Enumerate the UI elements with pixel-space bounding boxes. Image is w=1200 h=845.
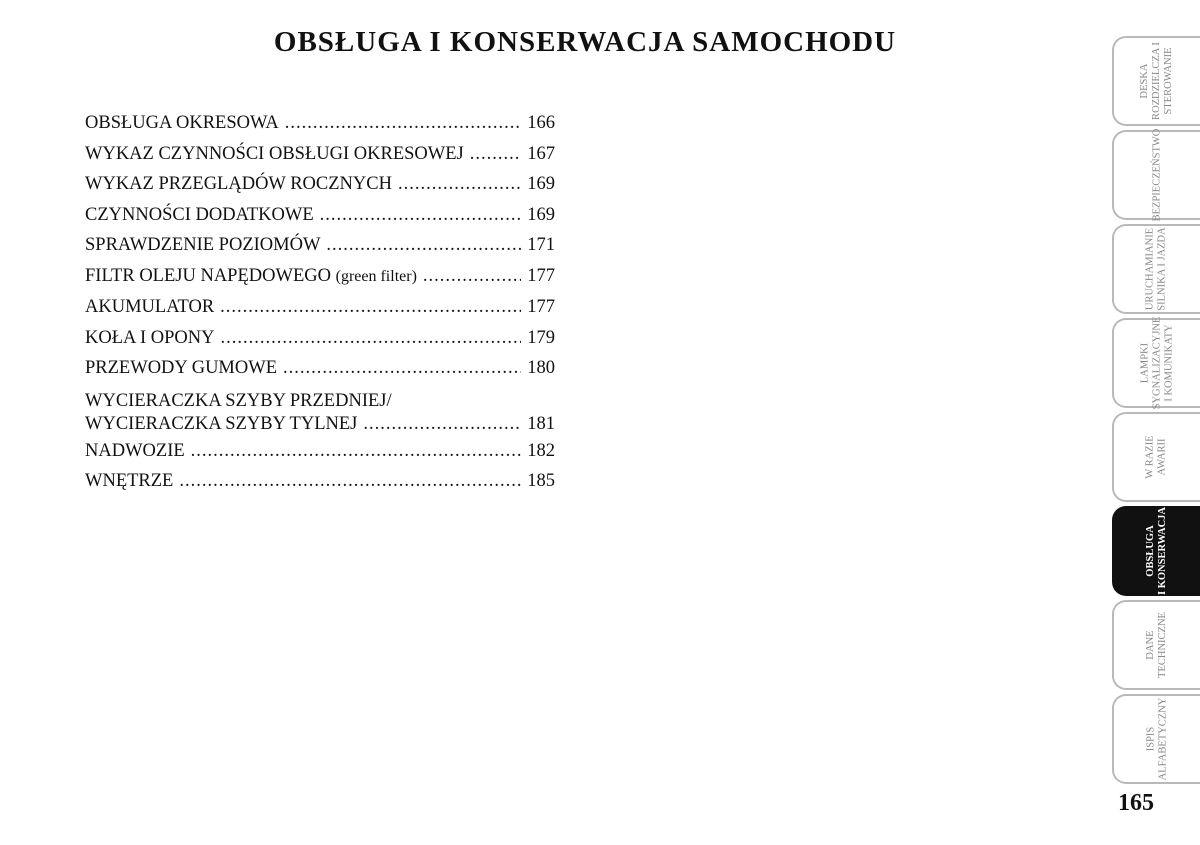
toc-entry[interactable] — [85, 200, 555, 231]
toc-entry-label: NADWOZIE — [85, 440, 185, 461]
toc-entry[interactable] — [85, 169, 555, 200]
tab-label-line: I KOMUNIKATY — [1163, 324, 1174, 402]
tab-obsluga-konserwacja[interactable] — [1112, 506, 1200, 596]
toc-entry-label: CZYNNOŚCI DODATKOWE — [85, 204, 314, 225]
toc-entry[interactable] — [85, 436, 555, 467]
tab-uruchamianie[interactable] — [1112, 224, 1200, 314]
toc-entry[interactable] — [85, 323, 555, 354]
toc-entry-page: 171 — [527, 235, 555, 255]
tab-label-line: URUCHAMIANIE — [1144, 227, 1156, 311]
toc-entry-label: KOŁA I OPONY — [85, 327, 215, 348]
tab-label — [1151, 129, 1163, 222]
tab-label-line: OBSŁUGA — [1145, 525, 1156, 577]
toc-leader-dots — [220, 292, 521, 323]
tab-label-line: STEROWANIE — [1163, 47, 1174, 115]
toc-entry-label: WNĘTRZE — [85, 471, 174, 491]
toc-entry-label: OBSŁUGA OKRESOWA — [85, 113, 279, 133]
toc-leader-dots — [326, 230, 521, 261]
tab-label-line: AWARII — [1156, 438, 1168, 476]
toc-entry-label: WYKAZ CZYNNOŚCI OBSŁUGI OKRESOWEJ — [85, 143, 464, 164]
tab-label — [1145, 612, 1169, 678]
tab-w-razie-awarii[interactable] — [1112, 412, 1200, 502]
tab-label-line: ISPIS — [1144, 726, 1156, 752]
toc-entry-page: 181 — [527, 413, 555, 434]
table-of-contents — [85, 108, 555, 497]
toc-entry-label-main: FILTR OLEJU NAPĘDOWEGO — [85, 265, 331, 286]
tab-label — [1145, 227, 1169, 310]
toc-leader-dots — [283, 353, 521, 384]
tab-label-line: SILNIKA I JAZDA — [1156, 227, 1168, 311]
tab-label-line: BEZPIECZEŃSTWO — [1151, 128, 1162, 222]
toc-leader-dots — [423, 261, 521, 292]
toc-leader-dots — [470, 139, 522, 170]
toc-entry-page: 182 — [527, 440, 555, 461]
toc-leader-dots — [285, 108, 521, 139]
tab-lampki[interactable] — [1112, 318, 1200, 408]
tab-label — [1145, 507, 1169, 595]
toc-entry-label: PRZEWODY GUMOWE — [85, 358, 278, 378]
tab-label — [1145, 435, 1169, 478]
tab-label-line: ALFABETYCZNY — [1156, 697, 1168, 781]
tab-label-line: W RAZIE — [1144, 435, 1156, 479]
toc-entry-label: AKUMULATOR — [85, 297, 215, 317]
toc-entry-page: 169 — [527, 174, 555, 194]
toc-entry-page: 185 — [527, 471, 555, 491]
tab-label-line: DANE — [1144, 630, 1156, 660]
toc-leader-dots — [221, 323, 522, 354]
tab-bezpieczenstwo[interactable] — [1112, 130, 1200, 220]
tab-label-line: TECHNICZNE — [1156, 612, 1168, 678]
toc-entry[interactable] — [85, 261, 555, 293]
page-title: OBSŁUGA I KONSERWACJA SAMOCHODU — [273, 26, 897, 58]
toc-entry-label: WYKAZ PRZEGLĄDÓW ROCZNYCH — [85, 174, 392, 194]
toc-entry-page: 166 — [527, 113, 555, 133]
toc-entry[interactable] — [85, 108, 555, 139]
toc-entry-label: WYCIERACZKA SZYBY TYLNEJ — [85, 413, 358, 434]
toc-entry-page: 179 — [527, 327, 555, 348]
toc-leader-dots — [179, 466, 521, 497]
toc-entry-page: 169 — [527, 204, 555, 225]
toc-leader-dots — [363, 412, 521, 436]
section-tabs — [1112, 36, 1200, 786]
toc-entry[interactable] — [85, 292, 555, 323]
toc-leader-dots — [320, 200, 522, 231]
tab-label-line: LAMPKI — [1139, 342, 1150, 384]
toc-entry[interactable] — [85, 353, 555, 384]
page-number: 165 — [1118, 790, 1154, 816]
toc-entry-page: 177 — [527, 265, 555, 286]
tab-label-line: DESKA — [1139, 63, 1150, 99]
tab-label — [1139, 42, 1175, 120]
tab-label — [1139, 317, 1175, 410]
tab-label-line: SYGNALIZACYJNE — [1151, 316, 1162, 410]
toc-entry-page: 177 — [527, 297, 555, 317]
tab-spis-alfabetyczny[interactable] — [1112, 694, 1200, 784]
toc-entry[interactable] — [85, 466, 555, 497]
toc-entry-label-line1: WYCIERACZKA SZYBY PRZEDNIEJ/ — [85, 390, 392, 411]
toc-entry-label-suffix: (green filter) — [335, 267, 417, 285]
tab-deska-rozdzielcza[interactable] — [1112, 36, 1200, 126]
toc-leader-dots — [191, 436, 522, 467]
toc-entry-page: 180 — [527, 358, 555, 378]
toc-entry[interactable] — [85, 230, 555, 261]
toc-leader-dots — [398, 169, 521, 200]
tab-label — [1145, 698, 1169, 781]
toc-entry-label: SPRAWDZENIE POZIOMÓW — [85, 235, 321, 255]
tab-label-line: I KONSERWACJA — [1157, 506, 1168, 596]
toc-entry-page: 167 — [527, 143, 555, 164]
toc-entry[interactable] — [85, 139, 555, 170]
tab-label-line: ROZDZIELCZA I — [1151, 42, 1162, 120]
toc-entry[interactable] — [85, 384, 555, 436]
toc-entry-label — [85, 261, 417, 293]
tab-dane-techniczne[interactable] — [1112, 600, 1200, 690]
